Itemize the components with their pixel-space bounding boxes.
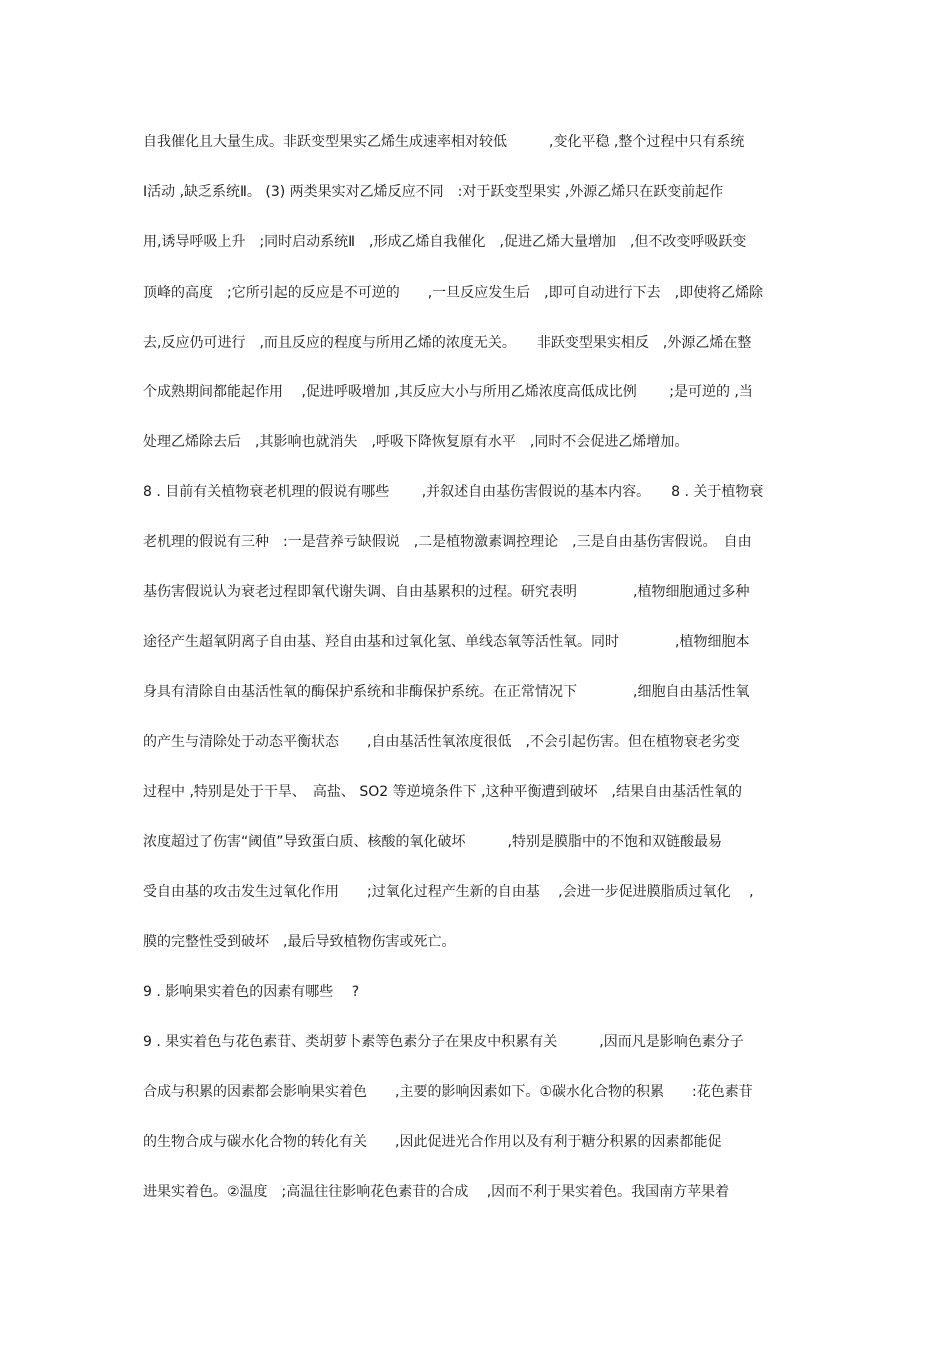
question-9-line: 9 . 影响果实着色的因素有哪些 ?	[143, 984, 360, 1000]
text-line: 途径产生超氧阴离子自由基、羟自由基和过氧化氢、单线态氧等活性氧。同时 ,植物细胞本	[143, 634, 750, 650]
text-line: 合成与积累的因素都会影响果实着色 ,主要的影响因素如下。①碳水化合物的积累 :花色素苷	[143, 1084, 753, 1100]
text-line: Ⅰ活动 ,缺乏系统Ⅱ。 (3) 两类果实对乙烯反应不同 :对于跃变型果实 ,外源乙烯只在跃变前起作	[143, 184, 724, 200]
text-line: 的产生与清除处于动态平衡状态 ,自由基活性氧浓度很低 ,不会引起伤害。但在植物衰老劣变	[143, 734, 740, 750]
answer-9-line: 9 . 果实着色与花色素苷、类胡萝卜素等色素分子在果皮中积累有关 ,因而凡是影响色素分子	[143, 1034, 744, 1050]
text-line: 基伤害假说认为衰老过程即氧代谢失调、自由基累积的过程。研究表明 ,植物细胞通过多种	[143, 584, 750, 600]
text-line: 身具有清除自由基活性氧的酶保护系统和非酶保护系统。在正常情况下 ,细胞自由基活性氧	[143, 684, 750, 700]
text-line: 的生物合成与碳水化合物的转化有关 ,因此促进光合作用以及有利于糖分积累的因素都能促	[143, 1134, 722, 1150]
text-line: 浓度超过了伤害“阈值”导致蛋白质、核酸的氧化破坏 ,特别是膜脂中的不饱和双链酸最易	[143, 834, 722, 850]
text-line: 自我催化且大量生成。非跃变型果实乙烯生成速率相对较低 ,变化平稳 ,整个过程中只有系统	[143, 134, 745, 150]
text-line: 用,诱导呼吸上升 ;同时启动系统Ⅱ ,形成乙烯自我催化 ,促进乙烯大量增加 ,但不改变呼吸跃变	[143, 234, 747, 250]
text-line: 顶峰的高度 ;它所引起的反应是不可逆的 ,一旦反应发生后 ,即可自动进行下去 ,即使将乙烯除	[143, 285, 764, 301]
text-line: 个成熟期间都能起作用 ,促进呼吸增加 ,其反应大小与所用乙烯浓度高低成比例 ;是可逆的 ,当	[143, 384, 753, 400]
text-line: 进果实着色。②温度 ;高温往往影响花色素苷的合成 ,因而不利于果实着色。我国南方苹果着	[143, 1184, 730, 1200]
text-line: 老机理的假说有三种 :一是营养亏缺假说 ,二是植物激素调控理论 ,三是自由基伤害假说。 自由	[143, 534, 752, 550]
question-8-line: 8 . 目前有关植物衰老机理的假说有哪些 ,并叙述自由基伤害假说的基本内容。 8 . 关于植物衰	[143, 484, 764, 500]
text-line: 去,反应仍可进行 ,而且反应的程度与所用乙烯的浓度无关。 非跃变型果实相反 ,外源乙烯在整	[143, 335, 752, 351]
text-line: 处理乙烯除去后 ,其影响也就消失 ,呼吸下降恢复原有水平 ,同时不会促进乙烯增加。	[143, 434, 689, 450]
text-line: 受自由基的攻击发生过氧化作用 ;过氧化过程产生新的自由基 ,会进一步促进膜脂质过氧化 ,	[143, 884, 754, 900]
text-line: 膜的完整性受到破坏 ,最后导致植物伤害或死亡。	[143, 934, 456, 950]
text-line: 过程中 ,特别是处于干旱、 高盐、 SO2 等逆境条件下 ,这种平衡遭到破坏 ,结果自由基活性氧的	[143, 784, 742, 800]
